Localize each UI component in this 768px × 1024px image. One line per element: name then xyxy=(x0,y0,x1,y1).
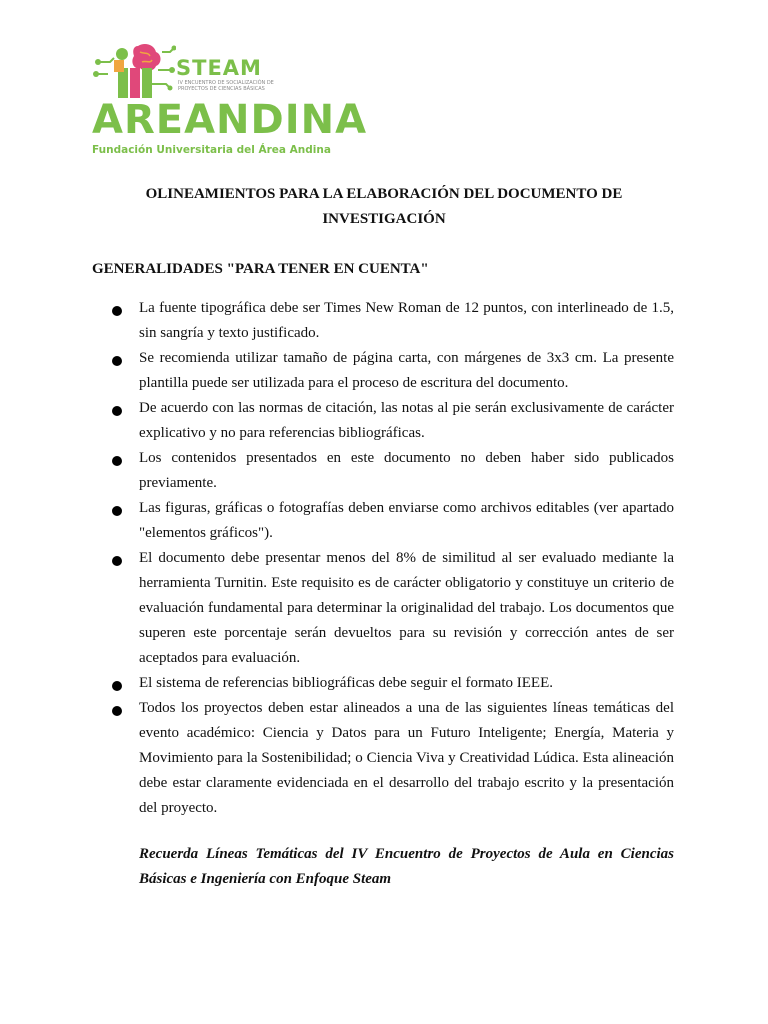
logo-tagline-line2: PROYECTOS DE CIENCIAS BÁSICAS xyxy=(178,86,265,92)
document-title: OLINEAMIENTOS PARA LA ELABORACIÓN DEL DOCUMENTO DE INVESTIGACIÓN xyxy=(145,186,623,227)
list-item-text: Todos los proyectos deben estar alineados a una de las siguientes líneas temáticas del evento académico: Ciencia y Datos para un Futuro Inteligente; Energía, Materia y Movimiento para la Sostenibilidad; o Ciencia Viva y Creatividad Lúdica. Esta alineación debe estar claramente evidenciada en el desarrollo del trabajo escrito y la presentación del proyecto. xyxy=(139,700,674,816)
areandina-wordmark: AREANDINA xyxy=(92,97,368,143)
bullet-icon xyxy=(112,706,122,716)
list-item xyxy=(112,696,674,821)
list-item-text: Las figuras, gráficas o fotografías deben enviarse como archivos editables (ver apartado "elementos gráficos"). xyxy=(139,500,674,541)
bullet-icon xyxy=(112,456,122,466)
areandina-steam-logo xyxy=(92,40,368,160)
steam-wordmark: STEAM xyxy=(176,56,262,80)
steam-mascot-icon xyxy=(92,40,176,100)
list-item xyxy=(112,546,674,671)
list-item xyxy=(112,671,674,696)
bullet-icon xyxy=(112,306,122,316)
logo-tagline-line1: IV ENCUENTRO DE SOCIALIZACIÓN DE xyxy=(178,80,274,86)
thematic-lines-reminder: Recuerda Líneas Temáticas del IV Encuentro de Proyectos de Aula en Ciencias Básicas e Ingeniería con Enfoque Steam xyxy=(139,846,674,887)
list-item xyxy=(112,296,674,346)
list-item-text: Se recomienda utilizar tamaño de página carta, con márgenes de 3x3 cm. La presente plantilla puede ser utilizada para el proceso de escritura del documento. xyxy=(139,350,674,391)
list-item xyxy=(112,446,674,496)
institution-name: Fundación Universitaria del Área Andina xyxy=(92,144,331,156)
list-item-text: La fuente tipográfica debe ser Times New Roman de 12 puntos, con interlineado de 1.5, sin sangría y texto justificado. xyxy=(139,300,674,341)
list-item-text: De acuerdo con las normas de citación, las notas al pie serán exclusivamente de carácter explicativo y no para referencias bibliográficas. xyxy=(139,400,674,441)
list-item-text: El documento debe presentar menos del 8% de similitud al ser evaluado mediante la herramienta Turnitin. Este requisito es de carácter obligatorio y constituye un criterio de evaluación fundamental para determinar la originalidad del trabajo. Los documentos que superen este porcentaje serán devueltos para su revisión y corrección antes de ser aceptados para evaluación. xyxy=(139,550,674,666)
list-item-text: El sistema de referencias bibliográficas debe seguir el formato IEEE. xyxy=(139,675,553,691)
bullet-icon xyxy=(112,506,122,516)
list-item-text: Los contenidos presentados en este documento no deben haber sido publicados previamente. xyxy=(139,450,674,491)
list-item xyxy=(112,396,674,446)
bullet-icon xyxy=(112,681,122,691)
guidelines-list xyxy=(112,296,674,821)
section-heading: GENERALIDADES "PARA TENER EN CUENTA" xyxy=(92,261,429,277)
list-item xyxy=(112,346,674,396)
list-item xyxy=(112,496,674,546)
bullet-icon xyxy=(112,406,122,416)
bullet-icon xyxy=(112,356,122,366)
bullet-icon xyxy=(112,556,122,566)
